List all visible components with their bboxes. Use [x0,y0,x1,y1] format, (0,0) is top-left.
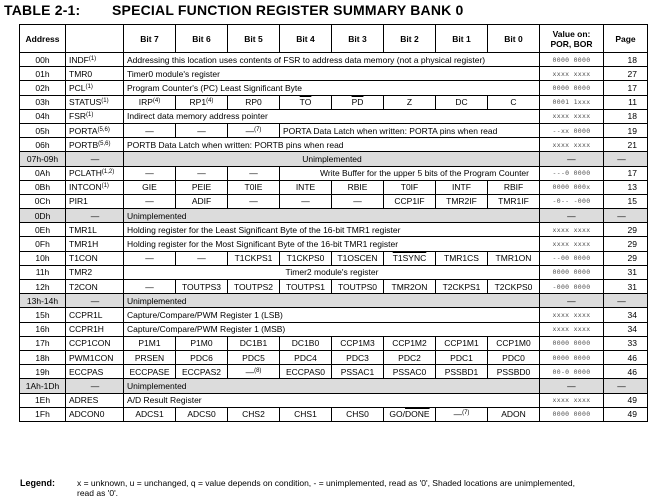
table-row [20,280,648,294]
register-address: 03h [20,95,66,109]
reset-value: xxxx xxxx [540,322,604,336]
register-description: Timer0 module's register [124,67,540,81]
bit-cell: T1OSCEN [332,251,384,265]
register-name: T2CON [66,280,124,294]
page-number: 49 [604,407,648,421]
bit-cell: RP0 [228,95,280,109]
register-address: 13h-14h [20,294,66,308]
table-row [20,237,648,251]
table-row [20,379,648,393]
register-description: Unimplemented [124,209,540,223]
header-address: Address [20,25,66,53]
bit-cell: — [176,166,228,180]
table-row [20,407,648,421]
table-row [20,294,648,308]
table-row [20,67,648,81]
register-name: TMR1L [66,223,124,237]
bit-cell: RBIF [488,180,540,194]
bit-cell: T1CKPS1 [228,251,280,265]
register-name: INTCON$^{(1)}$ [66,180,124,194]
bit-cell: TOUTPS1 [280,280,332,294]
register-address: 17h [20,336,66,350]
table-row [20,138,648,152]
reset-value: 0000 0000 [540,53,604,67]
register-address: 1Fh [20,407,66,421]
register-address: 1Ah-1Dh [20,379,66,393]
register-name: — [66,294,124,308]
bit-cell: $\overline{TO}$ [280,95,332,109]
header-name [66,25,124,53]
register-name: CCP1CON [66,336,124,350]
bit-cell: T2CKPS0 [488,280,540,294]
bit-cell: RP1$^{(4)}$ [176,95,228,109]
register-description: Unimplemented [124,379,540,393]
header-bit6: Bit 6 [176,25,228,53]
bit-cell: ADCS1 [124,407,176,421]
header-bit3: Bit 3 [332,25,384,53]
bit-cell: C [488,95,540,109]
register-description: Holding register for the Least Significant Byte of the 16-bit TMR1 register [124,223,540,237]
reset-value: 0000 000x [540,180,604,194]
reset-value: xxxx xxxx [540,308,604,322]
page-number: 18 [604,53,648,67]
sfr-summary-table [19,24,648,422]
bit-cell: ECCPASE [124,365,176,379]
reset-value: 0000 0000 [540,336,604,350]
header-bit0: Bit 0 [488,25,540,53]
register-address: 0Fh [20,237,66,251]
reset-value: xxxx xxxx [540,223,604,237]
register-name: STATUS$^{(1)}$ [66,95,124,109]
bit-cell: PDC3 [332,350,384,364]
bit-cell: ECCPAS0 [280,365,332,379]
register-name: CCPR1L [66,308,124,322]
bit-cell: TOUTPS0 [332,280,384,294]
table-row [20,251,648,265]
page-number: — [604,152,648,166]
register-address: 06h [20,138,66,152]
header-bit7: Bit 7 [124,25,176,53]
bit-cell: INTE [280,180,332,194]
bit-cell: CHS1 [280,407,332,421]
bit-cell: TMR1IF [488,194,540,208]
header-page: Page [604,25,648,53]
header-bit5: Bit 5 [228,25,280,53]
register-name: INDF$^{(1)}$ [66,53,124,67]
register-name: PCL$^{(1)}$ [66,81,124,95]
table-row [20,109,648,123]
register-name: — [66,152,124,166]
reset-value: — [540,294,604,308]
bit-cell: PDC4 [280,350,332,364]
register-description: Timer2 module's register [124,265,540,279]
bit-cell: TMR1ON [488,251,540,265]
bit-cell: TOUTPS3 [176,280,228,294]
bit-cell: RBIE [332,180,384,194]
table-row [20,322,648,336]
table-row [20,350,648,364]
table-row [20,123,648,137]
table-title-text: SPECIAL FUNCTION REGISTER SUMMARY BANK 0 [112,2,464,18]
register-name: TMR2 [66,265,124,279]
register-address: 05h [20,123,66,137]
bit-cell: IRP$^{(4)}$ [124,95,176,109]
reset-value: xxxx xxxx [540,138,604,152]
bit-cell: DC [436,95,488,109]
table-row [20,81,648,95]
page-number: 46 [604,365,648,379]
reset-value: xxxx xxxx [540,237,604,251]
page-number: 34 [604,308,648,322]
bit-cell: DC1B0 [280,336,332,350]
bit-cell: INTF [436,180,488,194]
register-name: TMR1H [66,237,124,251]
page-number: 31 [604,280,648,294]
header-bit2: Bit 2 [384,25,436,53]
register-address: 0Ah [20,166,66,180]
register-address: 0Ch [20,194,66,208]
bit-cell: — [228,194,280,208]
register-name: PCLATH$^{(1,2)}$ [66,166,124,180]
register-address: 0Bh [20,180,66,194]
header-value: Value on: POR, BOR [540,25,604,53]
bit-cell: TMR1CS [436,251,488,265]
reset-value: 0000 0000 [540,350,604,364]
register-name: CCPR1H [66,322,124,336]
page-number: 21 [604,138,648,152]
bit-cell: PSSAC0 [384,365,436,379]
page-number: 11 [604,95,648,109]
table-row [20,336,648,350]
register-address: 11h [20,265,66,279]
reset-value: — [540,209,604,223]
bit-cell: CCP1IF [384,194,436,208]
bit-cell: CHS2 [228,407,280,421]
register-description: Unimplemented [124,294,540,308]
bit-cell: PDC6 [176,350,228,364]
page-number: 15 [604,194,648,208]
register-address: 1Eh [20,393,66,407]
page-number: 33 [604,336,648,350]
bit-cell: PSSBD1 [436,365,488,379]
table-row [20,209,648,223]
bit-cell: Z [384,95,436,109]
bit-cell: — [124,166,176,180]
page-number: — [604,209,648,223]
reset-value: — [540,152,604,166]
reset-value: ---0 0000 [540,166,604,180]
page-number: — [604,294,648,308]
register-address: 02h [20,81,66,95]
reset-value: xxxx xxxx [540,109,604,123]
table-number: TABLE 2-1: [4,2,81,18]
bit-cell: TMR2ON [384,280,436,294]
register-name: — [66,379,124,393]
bit-cell: —$^{(8)}$ [228,365,280,379]
register-name: — [66,209,124,223]
bit-cell: — [124,194,176,208]
page-number: 27 [604,67,648,81]
table-row [20,365,648,379]
register-address: 0Eh [20,223,66,237]
bit-cell: — [176,123,228,137]
bit-cell: P1M1 [124,336,176,350]
register-address: 00h [20,53,66,67]
register-description: PORTA Data Latch when written: PORTA pins when read [280,123,540,137]
register-description: Indirect data memory address pointer [124,109,540,123]
register-name: TMR0 [66,67,124,81]
table-row [20,53,648,67]
register-address: 19h [20,365,66,379]
bit-cell: — [280,194,332,208]
table-row [20,152,648,166]
register-address: 16h [20,322,66,336]
bit-cell: PRSEN [124,350,176,364]
bit-cell: — [124,251,176,265]
reset-value: --xx 0000 [540,123,604,137]
bit-cell: — [124,280,176,294]
legend-label: Legend: [20,478,55,488]
register-name: T1CON [66,251,124,265]
bit-cell: PSSBD0 [488,365,540,379]
reset-value: 0000 0000 [540,407,604,421]
register-name: PORTA$^{(5,6)}$ [66,123,124,137]
bit-cell: T1SYNC [384,251,436,265]
table-title [4,2,464,18]
bit-cell: $\overline{PD}$ [332,95,384,109]
bit-cell: CCP1M2 [384,336,436,350]
table-row [20,308,648,322]
page-number: 19 [604,123,648,137]
table-row [20,166,648,180]
page-number: 49 [604,393,648,407]
bit-cell: ADON [488,407,540,421]
page-number: 17 [604,166,648,180]
bit-cell: ADIF [176,194,228,208]
bit-cell: CCP1M0 [488,336,540,350]
register-name: ADRES [66,393,124,407]
header-bit4: Bit 4 [280,25,332,53]
bit-cell: ECCPAS2 [176,365,228,379]
page-number: 31 [604,265,648,279]
bit-cell: P1M0 [176,336,228,350]
register-address: 07h-09h [20,152,66,166]
bit-cell: DC1B1 [228,336,280,350]
bit-cell: PDC0 [488,350,540,364]
reset-value: — [540,379,604,393]
reset-value: 0001 1xxx [540,95,604,109]
register-description: Write Buffer for the upper 5 bits of the Program Counter [280,166,540,180]
register-address: 18h [20,350,66,364]
reset-value: xxxx xxxx [540,67,604,81]
bit-cell: —$^{(7)}$ [228,123,280,137]
register-description: Unimplemented [124,152,540,166]
register-address: 0Dh [20,209,66,223]
header-bit1: Bit 1 [436,25,488,53]
bit-cell: — [124,123,176,137]
register-name: ADCON0 [66,407,124,421]
table-row [20,194,648,208]
bit-cell: PDC1 [436,350,488,364]
bit-cell: ADCS0 [176,407,228,421]
bit-cell: TOUTPS2 [228,280,280,294]
table-row [20,393,648,407]
bit-cell: — [176,251,228,265]
page-number: 17 [604,81,648,95]
page-number: 29 [604,251,648,265]
table-row [20,180,648,194]
bit-cell: T1CKPS0 [280,251,332,265]
bit-cell: T0IE [228,180,280,194]
register-description: Capture/Compare/PWM Register 1 (MSB) [124,322,540,336]
bit-cell: CCP1M1 [436,336,488,350]
page-number: 29 [604,237,648,251]
register-description: PORTB Data Latch when written: PORTB pins when read [124,138,540,152]
legend-text-cont: read as '0'. [77,488,119,498]
page-number: 34 [604,322,648,336]
register-address: 10h [20,251,66,265]
bit-cell: GO/DONE [384,407,436,421]
register-name: PIR1 [66,194,124,208]
register-description: Holding register for the Most Significant Byte of the 16-bit TMR1 register [124,237,540,251]
register-name: ECCPAS [66,365,124,379]
register-name: FSR$^{(1)}$ [66,109,124,123]
reset-value: -000 0000 [540,280,604,294]
bit-cell: GIE [124,180,176,194]
page-number: 46 [604,350,648,364]
bit-cell: — [332,194,384,208]
table-body [20,53,648,422]
page-number: 13 [604,180,648,194]
legend [20,478,660,498]
header-row [20,25,648,53]
page-number: 29 [604,223,648,237]
register-description: Program Counter's (PC) Least Significant Byte [124,81,540,95]
bit-cell: T2CKPS1 [436,280,488,294]
reset-value: xxxx xxxx [540,393,604,407]
bit-cell: — [228,166,280,180]
bit-cell: PDC2 [384,350,436,364]
bit-cell: CHS0 [332,407,384,421]
reset-value: 00-0 0000 [540,365,604,379]
register-address: 12h [20,280,66,294]
legend-text: x = unknown, u = unchanged, q = value depends on condition, - = unimplemented, read as '0', Shaded locations are unimplemented, [77,478,575,488]
register-description: Capture/Compare/PWM Register 1 (LSB) [124,308,540,322]
bit-cell: CCP1M3 [332,336,384,350]
register-address: 04h [20,109,66,123]
reset-value: 0000 0000 [540,81,604,95]
register-description: Addressing this location uses contents of FSR to address data memory (not a physical register) [124,53,540,67]
reset-value: 0000 0000 [540,265,604,279]
bit-cell: —$^{(7)}$ [436,407,488,421]
table-row [20,223,648,237]
page-number: — [604,379,648,393]
bit-cell: PDC5 [228,350,280,364]
register-address: 01h [20,67,66,81]
bit-cell: PEIE [176,180,228,194]
table-row [20,95,648,109]
bit-cell: T0IF [384,180,436,194]
table-row [20,265,648,279]
register-name: PORTB$^{(5,6)}$ [66,138,124,152]
bit-cell: PSSAC1 [332,365,384,379]
reset-value: -0-- -000 [540,194,604,208]
register-description: A/D Result Register [124,393,540,407]
register-address: 15h [20,308,66,322]
register-name: PWM1CON [66,350,124,364]
reset-value: --00 0000 [540,251,604,265]
bit-cell: TMR2IF [436,194,488,208]
page-number: 18 [604,109,648,123]
